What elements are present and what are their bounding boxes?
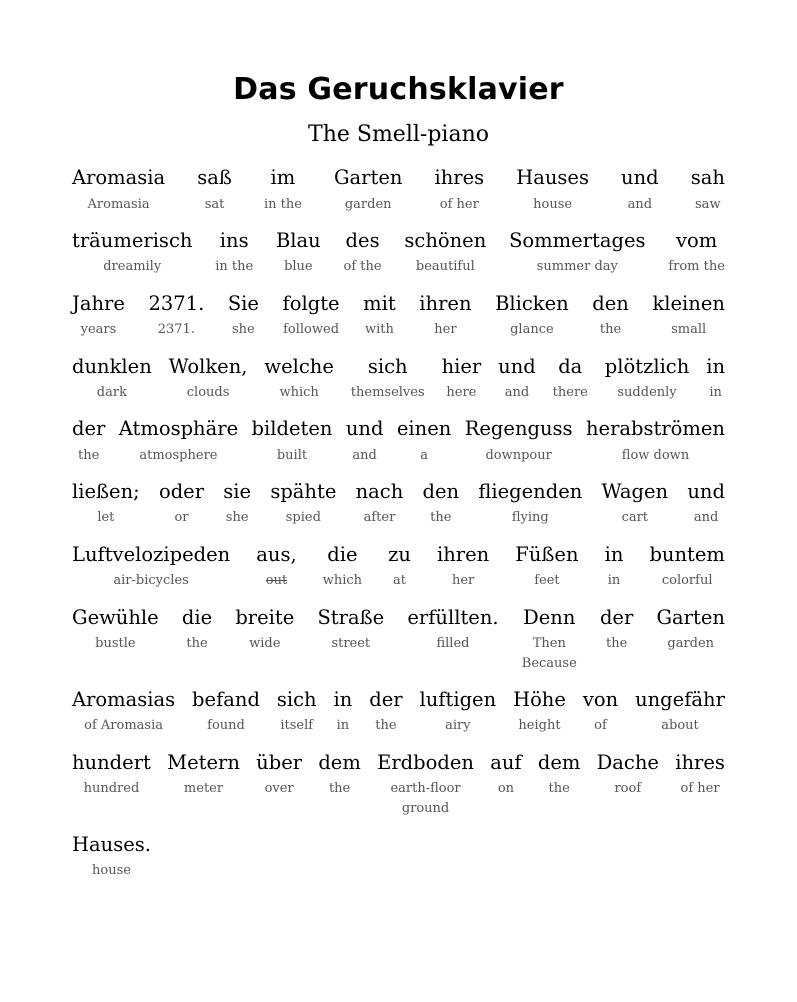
source-word: hundert	[72, 750, 151, 774]
gloss-word: the	[186, 636, 208, 652]
gloss-line	[70, 290, 727, 340]
gloss-line	[70, 227, 727, 277]
source-word: Regenguss	[464, 417, 573, 441]
gloss-word: there	[552, 384, 588, 400]
source-word: folgte	[282, 291, 340, 315]
word-gloss-pair	[367, 686, 404, 736]
gloss-word: and	[352, 447, 377, 463]
gloss-word: wide	[249, 636, 281, 652]
word-gloss-pair	[417, 686, 498, 736]
source-word: den	[422, 480, 460, 504]
source-word: der	[72, 417, 106, 441]
word-gloss-pair	[507, 227, 647, 277]
word-gloss-pair	[315, 604, 386, 654]
word-gloss-pair	[513, 541, 580, 591]
word-gloss-pair	[70, 604, 161, 654]
source-word: Aromasia	[72, 166, 166, 190]
word-gloss-pair	[213, 227, 255, 277]
source-word: auf	[490, 750, 522, 774]
gloss-word: and	[693, 510, 719, 526]
source-word: Aromasias	[72, 688, 176, 712]
word-gloss-pair	[332, 164, 404, 214]
source-word: nach	[355, 480, 404, 504]
word-gloss-pair	[590, 290, 631, 340]
source-word: Gewühle	[72, 605, 159, 629]
source-word: ins	[219, 229, 249, 253]
source-word: Höhe	[513, 688, 566, 712]
source-word: Wagen	[601, 480, 669, 504]
gloss-word: sat	[204, 196, 225, 212]
word-gloss-pair	[386, 541, 413, 591]
word-gloss-pair	[647, 541, 726, 591]
word-gloss-pair	[633, 686, 727, 736]
word-gloss-pair	[281, 290, 342, 340]
gloss-word: clouds	[186, 384, 230, 400]
word-gloss-pair	[70, 749, 153, 799]
word-gloss-pair	[316, 749, 363, 799]
source-word: die	[181, 605, 213, 629]
source-word: der	[599, 605, 634, 629]
word-gloss-pair	[603, 541, 626, 591]
gloss-word: the	[375, 718, 397, 734]
word-gloss-pair	[70, 290, 127, 340]
gloss-word: glance	[510, 322, 554, 338]
source-word: Hauses.	[72, 833, 151, 857]
word-gloss-pair	[650, 290, 727, 340]
word-gloss-pair	[520, 604, 579, 673]
word-gloss-pair	[254, 541, 298, 591]
word-gloss-pair	[70, 541, 232, 591]
source-word: buntem	[649, 542, 725, 566]
gloss-word: on	[497, 781, 515, 797]
page-subtitle: The Smell-piano	[308, 122, 489, 147]
gloss-word: her	[451, 573, 475, 589]
gloss-word: or	[174, 510, 189, 526]
source-word: kleinen	[652, 291, 725, 315]
gloss-word: feet	[534, 573, 560, 589]
source-word: die	[327, 542, 358, 566]
word-gloss-pair	[250, 415, 335, 465]
word-gloss-pair	[600, 478, 671, 528]
word-gloss-pair	[488, 749, 523, 799]
gloss-word: downpour	[485, 447, 552, 463]
source-word: fliegenden	[478, 480, 583, 504]
gloss-word: of her	[439, 196, 479, 212]
gloss-word: flow down	[621, 447, 690, 463]
gloss-line	[70, 415, 727, 465]
word-gloss-pair	[167, 353, 250, 403]
source-word: Erdboden	[377, 750, 474, 774]
gloss-word: spied	[285, 510, 321, 526]
source-word: mit	[363, 291, 396, 315]
word-gloss-pair	[395, 415, 453, 465]
source-word: dem	[537, 750, 581, 774]
gloss-word: meter	[183, 781, 224, 797]
word-gloss-pair	[157, 478, 206, 528]
gloss-word: built	[276, 447, 308, 463]
word-gloss-pair	[405, 604, 500, 654]
source-word: dem	[318, 750, 361, 774]
word-gloss-pair	[551, 353, 590, 403]
word-gloss-pair	[673, 749, 727, 799]
word-gloss-pair	[417, 290, 473, 340]
word-gloss-pair	[349, 353, 427, 403]
word-gloss-pair	[262, 164, 304, 214]
source-word: Hauses	[516, 166, 589, 190]
source-word: ihres	[434, 166, 485, 190]
source-word: sich	[367, 354, 408, 378]
word-gloss-pair	[603, 353, 692, 403]
word-gloss-pair	[226, 290, 261, 340]
word-gloss-pair	[514, 164, 591, 214]
source-word: Blau	[275, 229, 321, 253]
source-word: Jahre	[72, 291, 125, 315]
source-word: bildeten	[251, 417, 333, 441]
gloss-word: garden	[667, 636, 715, 652]
word-gloss-pair	[221, 478, 253, 528]
source-word: sah	[690, 166, 725, 190]
source-word: saß	[197, 166, 232, 190]
source-word: Wolken,	[168, 354, 248, 378]
source-word: aus,	[256, 542, 297, 566]
gloss-word: colorful	[661, 573, 713, 589]
gloss-word: over	[264, 781, 294, 797]
gloss-line	[70, 604, 727, 673]
interlinear-gloss-body	[70, 164, 727, 880]
gloss-word: out	[265, 573, 288, 589]
gloss-word: suddenly	[617, 384, 677, 400]
word-gloss-pair	[361, 290, 398, 340]
word-gloss-pair	[70, 831, 153, 881]
gloss-word: of her	[680, 781, 720, 797]
page-title: Das Geruchsklavier	[233, 72, 564, 107]
gloss-word: she	[225, 510, 249, 526]
source-word: 2371.	[148, 291, 205, 315]
gloss-word: dreamily	[103, 259, 162, 275]
gloss-word: atmosphere	[139, 447, 218, 463]
word-gloss-pair	[70, 415, 107, 465]
source-word: Dache	[596, 750, 659, 774]
word-gloss-pair	[262, 353, 336, 403]
word-gloss-pair	[689, 164, 727, 214]
gloss-word: street	[331, 636, 371, 652]
source-word: und	[498, 354, 536, 378]
gloss-line	[70, 541, 727, 591]
source-word: befand	[192, 688, 260, 712]
word-gloss-pair	[685, 478, 727, 528]
gloss-word: let	[97, 510, 115, 526]
gloss-word: with	[365, 322, 394, 338]
gloss-word: in the	[215, 259, 254, 275]
word-gloss-pair	[190, 686, 262, 736]
word-gloss-pair	[70, 353, 154, 403]
source-word: sie	[223, 480, 252, 504]
gloss-word: at	[393, 573, 407, 589]
word-gloss-pair	[275, 686, 319, 736]
word-gloss-pair	[536, 749, 583, 799]
word-gloss-pair	[354, 478, 406, 528]
gloss-word: of Aromasia	[84, 718, 163, 734]
word-gloss-pair	[619, 164, 661, 214]
source-word: oder	[158, 480, 205, 504]
source-word: und	[345, 417, 384, 441]
gloss-line	[70, 164, 727, 214]
word-gloss-pair	[165, 749, 242, 799]
gloss-word: height	[518, 718, 561, 734]
gloss-word: filled	[436, 636, 470, 652]
gloss-word: air-bicycles	[113, 573, 189, 589]
word-gloss-pair	[435, 541, 491, 591]
source-word: des	[345, 229, 380, 253]
source-word: in	[604, 542, 624, 566]
source-word: schönen	[404, 229, 487, 253]
gloss-word: in the	[263, 196, 302, 212]
source-word: in	[706, 354, 725, 378]
gloss-word: of the	[343, 259, 382, 275]
gloss-word: and	[504, 384, 530, 400]
gloss-word: found	[207, 718, 245, 734]
word-gloss-pair	[666, 227, 727, 277]
word-gloss-pair	[584, 415, 727, 465]
gloss-word: summer day	[536, 259, 618, 275]
source-word: Garten	[656, 605, 725, 629]
source-word: und	[687, 480, 725, 504]
gloss-word: years	[80, 322, 117, 338]
source-word: da	[558, 354, 583, 378]
gloss-word: flying	[511, 510, 549, 526]
gloss-word: cart	[621, 510, 649, 526]
word-gloss-pair	[146, 290, 206, 340]
gloss-word: roof	[614, 781, 642, 797]
word-gloss-pair	[195, 164, 234, 214]
gloss-word: in	[336, 718, 350, 734]
word-gloss-pair	[70, 227, 194, 277]
word-gloss-pair	[268, 478, 338, 528]
source-word: Straße	[317, 605, 385, 629]
word-gloss-pair	[463, 415, 575, 465]
gloss-word: the	[605, 636, 628, 652]
source-word: ihres	[675, 750, 725, 774]
word-gloss-pair	[180, 604, 214, 654]
source-word: plötzlich	[604, 354, 690, 378]
gloss-line	[70, 686, 727, 736]
word-gloss-pair	[321, 541, 364, 591]
source-word: Luftvelozipeden	[72, 542, 231, 566]
gloss-word: bustle	[95, 636, 136, 652]
source-word: ließen;	[72, 480, 140, 504]
word-gloss-pair	[70, 164, 167, 214]
gloss-word: which	[322, 573, 363, 589]
source-word: ihren	[419, 291, 472, 315]
gloss-word: earth-floor ground	[390, 781, 461, 816]
gloss-word: of	[594, 718, 607, 734]
gloss-word: house	[92, 863, 131, 879]
word-gloss-pair	[432, 164, 486, 214]
gloss-word: her	[434, 322, 457, 338]
word-gloss-pair	[70, 478, 142, 528]
word-gloss-pair	[402, 227, 488, 277]
word-gloss-pair	[496, 353, 538, 403]
source-word: breite	[235, 605, 295, 629]
gloss-word: in	[709, 384, 722, 400]
word-gloss-pair	[342, 227, 384, 277]
source-word: in	[333, 688, 353, 712]
gloss-word: she	[232, 322, 255, 338]
source-word: vom	[675, 229, 718, 253]
word-gloss-pair	[332, 686, 355, 736]
source-word: der	[369, 688, 403, 712]
gloss-line	[70, 831, 727, 881]
source-word: herabströmen	[585, 417, 725, 441]
word-gloss-pair	[117, 415, 240, 465]
word-gloss-pair	[70, 686, 177, 736]
source-word: Atmosphäre	[118, 417, 239, 441]
gloss-word: Aromasia	[87, 196, 150, 212]
source-word: Sie	[227, 291, 259, 315]
source-word: Sommertages	[509, 229, 646, 253]
gloss-word: the	[599, 322, 622, 338]
source-word: Metern	[167, 750, 240, 774]
word-gloss-pair	[375, 749, 476, 818]
source-word: Blicken	[495, 291, 569, 315]
gloss-word: small	[671, 322, 707, 338]
source-word: über	[256, 750, 303, 774]
gloss-line	[70, 478, 727, 528]
source-word: dunklen	[72, 354, 152, 378]
gloss-word: after	[363, 510, 396, 526]
gloss-word: blue	[284, 259, 313, 275]
word-gloss-pair	[233, 604, 296, 654]
word-gloss-pair	[598, 604, 635, 654]
gloss-word: here	[446, 384, 477, 400]
word-gloss-pair	[344, 415, 386, 465]
source-word: Füßen	[515, 542, 579, 566]
source-word: einen	[396, 417, 452, 441]
gloss-word: the	[430, 510, 452, 526]
source-word: von	[582, 688, 619, 712]
word-gloss-pair	[274, 227, 323, 277]
word-gloss-pair	[493, 290, 571, 340]
source-word: träumerisch	[72, 229, 193, 253]
word-gloss-pair	[511, 686, 568, 736]
source-word: hier	[441, 354, 482, 378]
gloss-word: the	[328, 781, 351, 797]
source-word: im	[270, 166, 296, 190]
word-gloss-pair	[440, 353, 484, 403]
gloss-word: house	[533, 196, 573, 212]
gloss-word: in	[607, 573, 621, 589]
source-word: den	[592, 291, 629, 315]
gloss-word: dark	[96, 384, 127, 400]
gloss-word: followed	[283, 322, 340, 338]
source-word: ihren	[437, 542, 490, 566]
gloss-word: which	[279, 384, 319, 400]
gloss-word: the	[78, 447, 100, 463]
gloss-word: the	[548, 781, 570, 797]
word-gloss-pair	[476, 478, 584, 528]
source-word: welche	[264, 354, 334, 378]
source-word: erfüllten.	[407, 605, 499, 629]
gloss-word: hundred	[83, 781, 140, 797]
word-gloss-pair	[581, 686, 620, 736]
gloss-word: itself	[280, 718, 314, 734]
gloss-word: beautiful	[415, 259, 475, 275]
gloss-word: saw	[695, 196, 721, 212]
gloss-word: garden	[344, 196, 392, 212]
source-word: und	[621, 166, 659, 190]
gloss-line	[70, 353, 727, 403]
source-word: Denn	[523, 605, 576, 629]
source-word: sich	[276, 688, 317, 712]
gloss-word: airy	[445, 718, 471, 734]
source-word: spähte	[270, 480, 337, 504]
source-word: luftigen	[419, 688, 497, 712]
gloss-line	[70, 749, 727, 818]
source-word: ungefähr	[635, 688, 725, 712]
word-gloss-pair	[421, 478, 462, 528]
source-word: Garten	[333, 166, 403, 190]
gloss-word: about	[661, 718, 699, 734]
word-gloss-pair	[595, 749, 661, 799]
gloss-word: and	[627, 196, 653, 212]
gloss-word: a	[420, 447, 428, 463]
gloss-word: themselves	[350, 384, 425, 400]
gloss-word: 2371.	[157, 322, 195, 338]
word-gloss-pair	[654, 604, 726, 654]
source-word: zu	[388, 542, 411, 566]
word-gloss-pair	[704, 353, 727, 403]
gloss-word: Then Because	[521, 636, 577, 671]
word-gloss-pair	[254, 749, 304, 799]
gloss-word: from the	[668, 259, 725, 275]
